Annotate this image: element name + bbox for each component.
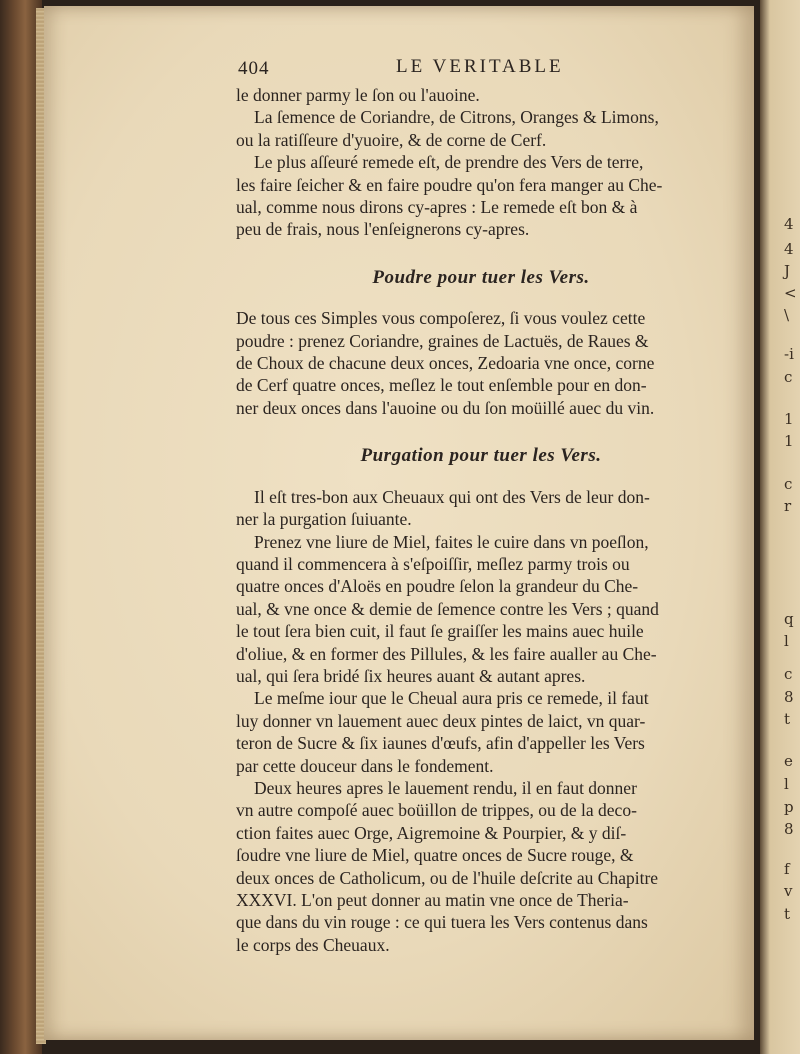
next-page-fragment: l [784,632,789,650]
text-line: les faire ſeicher & en faire poudre qu'on fera manger au Che- [236,174,663,195]
text-line: Il eſt tres-bon aux Cheuaux qui ont des Vers de leur don- [254,486,650,507]
next-page-fragment: -i [784,345,794,363]
next-page-fragment: t [784,710,791,728]
section-purgation-para-3 [236,687,726,777]
text-line: Deux heures apres le lauement rendu, il en faut donner [254,777,637,798]
section-heading-poudre: Poudre pour tuer les Vers. [372,266,590,288]
text-line: ual, comme nous dirons cy-apres : Le remede eſt bon & à [236,197,638,218]
page-header [236,56,726,84]
text-line: ou la ratiſſeure d'yuoire, & de corne de Cerf. [236,129,547,150]
section-purgation-para-4 [236,777,726,956]
next-page-fragment: \ [784,306,790,324]
text-line: deux onces de Catholicum, ou de l'huile deſcrite au Chapitre [236,867,659,888]
text-line: que dans du vin rouge : ce qui tuera les Vers contenus dans [236,912,648,933]
text-line: ual, qui ſera bridé ſix heures auant & autant apres. [236,665,586,686]
next-page-fragment: v [784,882,793,900]
text-line: par cette douceur dans le fondement. [236,755,494,776]
text-line: quatre onces d'Aloës en poudre ſelon la grandeur du Che- [236,576,639,597]
next-page-fragment: t [784,905,791,923]
section-purgation-para-1 [236,486,726,531]
next-page-fragment: 8 [784,820,794,838]
next-page-fragment: 1 [784,410,794,428]
page-content [236,56,726,956]
text-line: ner la purgation ſuiuante. [236,509,412,530]
text-line: De tous ces Simples vous compoſerez, ſi vous voulez cette [236,308,646,329]
text-line: teron de Sucre & ſix iaunes d'œufs, afin d'appeller les Vers [236,733,645,754]
next-page-fragment: r [784,497,792,515]
next-page-fragment: < [784,284,797,302]
next-page-fragment: J [784,262,791,280]
text-line: ſoudre vne liure de Miel, quatre onces de Sucre rouge, & [236,845,634,866]
text-line: ction faites auec Orge, Aigremoine & Pourpier, & y diſ- [236,822,627,843]
section-purgation-para-2 [236,531,726,688]
text-line: le tout ſera bien cuit, il faut ſe graiſſer les mains auec huile [236,621,644,642]
text-line: ner deux onces dans l'auoine ou du ſon moüillé auec du vin. [236,397,655,418]
text-line: Le plus aſſeuré remede eſt, de prendre des Vers de terre, [254,152,644,173]
text-line: ual, & vne once & demie de ſemence contre les Vers ; quand [236,598,659,619]
next-page-fragment: 4 [784,215,794,233]
text-line: poudre : prenez Coriandre, graines de Lactuës, de Raues & [236,330,649,351]
section-heading-purgation: Purgation pour tuer les Vers. [360,445,602,467]
next-page-fragment: c [784,368,793,386]
next-page-fragment: 8 [784,688,794,706]
text-line: de Cerf quatre onces, meſlez le tout enſemble pour en don- [236,375,647,396]
text-line: XXXVI. L'on peut donner au matin vne once de Theria- [236,890,629,910]
next-page-fragment: q [784,610,794,628]
next-page-fragment: 1 [784,432,794,450]
text-line: Le meſme iour que le Cheual aura pris ce remede, il faut [254,688,649,709]
next-page-edge [760,0,800,1054]
text-line: quand il commencera à s'eſpoiſſir, meſlez parmy trois ou [236,553,630,574]
text-line: vn autre compoſé auec boüillon de trippes, ou de la deco- [236,800,637,821]
next-page-fragment: 4 [784,240,794,258]
text-line: le corps des Cheuaux. [236,934,390,955]
next-page-fragment: l [784,775,789,793]
text-line: le donner parmy le ſon ou l'auoine. [236,85,480,105]
next-page-fragment: e [784,752,793,770]
text-line: de Choux de chacune deux onces, Zedoaria vne once, corne [236,353,655,374]
next-page-fragment: c [784,665,793,683]
intro-paragraph [236,84,726,241]
next-page-fragment: f [784,860,790,878]
next-page-fragment: p [784,798,794,816]
next-page-fragment: c [784,475,793,493]
text-line: luy donner vn lauement auec deux pintes de laict, vn quar- [236,710,646,731]
page-number: 404 [238,58,270,79]
running-head: LE VERITABLE [396,56,564,77]
text-line: Prenez vne liure de Miel, faites le cuire dans vn poeſlon, [254,531,649,552]
text-line: peu de frais, nous l'enſeignerons cy-apres. [236,219,530,240]
text-line: d'oliue, & en former des Pillules, & les faire aualler au Che- [236,643,657,664]
text-line: La ſemence de Coriandre, de Citrons, Oranges & Limons, [254,107,659,128]
section-poudre-text [236,307,726,419]
